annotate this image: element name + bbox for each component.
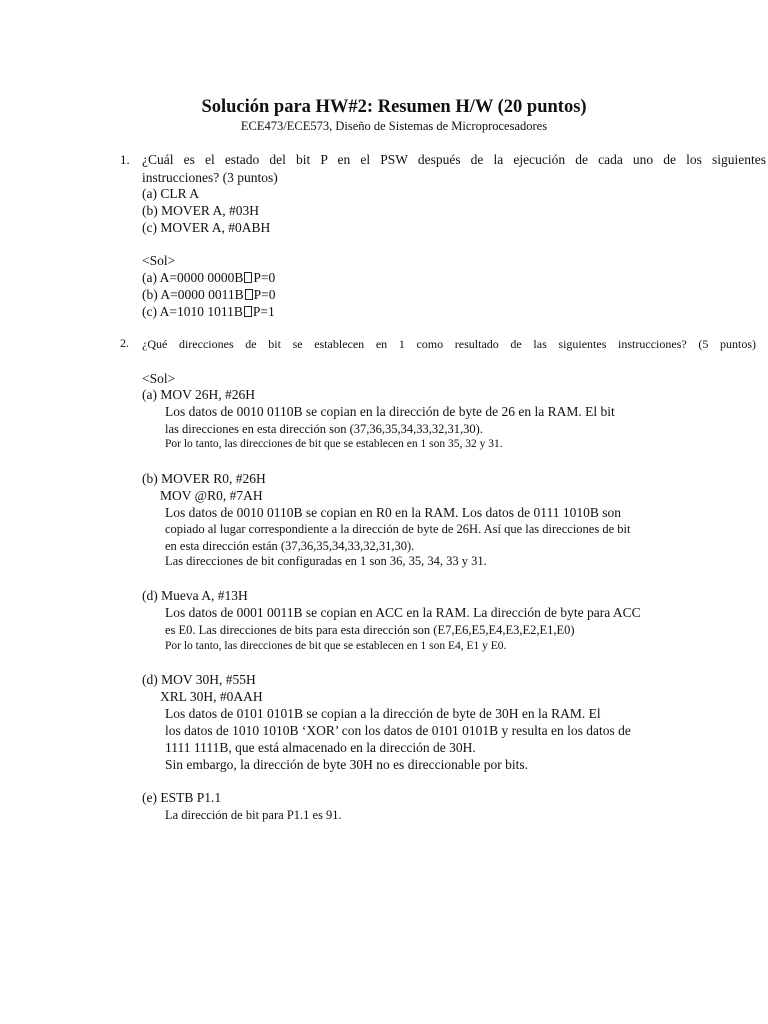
question-2-e-heading: (e) ESTB P1.1: [142, 790, 222, 805]
question-2-b-line1: Los datos de 0010 0110B se copian en R0 en la RAM. Los datos de 0111 1010B son: [165, 505, 621, 520]
question-2-number: 2.: [120, 336, 129, 350]
question-2-c-line2: es E0. Las direcciones de bits para esta dirección son (E7,E6,E5,E4,E3,E2,E1,E0): [165, 623, 575, 637]
question-2-a-line3: Por lo tanto, las direcciones de bit que se establecen en 1 son 35, 32 y 31.: [165, 438, 503, 450]
document-subtitle: ECE473/ECE573, Diseño de Sistemas de Microprocesadores: [240, 119, 548, 133]
question-1-number: 1.: [120, 152, 130, 167]
question-2-d-heading: (d) MOV 30H, #55H: [142, 672, 256, 687]
question-2-d-line2: los datos de 1010 1010B ‘XOR’ con los datos de 0101 0101B y resulta en los datos de: [165, 723, 631, 738]
question-2-b-heading: (b) MOVER R0, #26H: [142, 471, 266, 486]
question-1-sol-a-left: (a) A=0000 0000B: [142, 270, 244, 285]
question-2-c-line1: Los datos de 0001 0011B se copian en ACC en la RAM. La dirección de byte para ACC: [165, 605, 641, 620]
question-2-c-heading: (d) Mueva A, #13H: [142, 588, 248, 603]
question-1-sol-b-right: P=0: [253, 287, 276, 302]
implies-arrow-icon: [244, 306, 252, 317]
question-2-sol-label: <Sol>: [142, 371, 176, 386]
question-2-d-line1: Los datos de 0101 0101B se copian a la dirección de byte de 30H en la RAM. El: [165, 706, 601, 721]
question-2-a-heading: (a) MOV 26H, #26H: [142, 387, 255, 402]
question-1-sol-a-right: P=0: [253, 270, 276, 285]
question-1-sol-label: <Sol>: [142, 253, 176, 268]
question-2-e-line1: La dirección de bit para P1.1 es 91.: [165, 808, 342, 822]
question-2-text: ¿Qué direcciones de bit se establecen en 1 como resultado de las siguientes instrucciones? (5 puntos): [142, 337, 756, 351]
implies-arrow-icon: [245, 289, 253, 300]
question-1-option-b: (b) MOVER A, #03H: [142, 203, 259, 218]
question-2-d-line3: 1111 1111B, que está almacenado en la dirección de 30H.: [165, 740, 476, 755]
question-2-a-line1: Los datos de 0010 0110B se copian en la dirección de byte de 26 en la RAM. El bit: [165, 404, 615, 419]
question-2-d-line4: Sin embargo, la dirección de byte 30H no es direccionable por bits.: [165, 757, 529, 772]
question-2-b-line4: Las direcciones de bit configuradas en 1 son 36, 35, 34, 33 y 31.: [165, 554, 487, 568]
question-2-c-line3: Por lo tanto, las direcciones de bit que se establecen en 1 son E4, E1 y E0.: [165, 640, 507, 652]
question-2-d-heading2: XRL 30H, #0AAH: [160, 689, 263, 704]
question-2-a-line2: las direcciones en esta dirección son (37,36,35,34,33,32,31,30).: [165, 422, 483, 436]
question-1-sol-a: [142, 269, 275, 287]
document-title: Solución para HW#2: Resumen H/W (20 puntos): [201, 97, 587, 117]
question-1-sol-c-right: P=1: [252, 304, 275, 319]
question-1-text-line1: ¿Cuál es el estado del bit P en el PSW después de la ejecución de cada uno de los siguientes: [142, 152, 766, 167]
question-1-sol-b-left: (b) A=0000 0011B: [142, 287, 244, 302]
implies-arrow-icon: [244, 272, 252, 283]
question-1-text-line2: instrucciones? (3 puntos): [142, 170, 278, 185]
question-1-sol-b: [142, 286, 276, 304]
question-1-option-c: (c) MOVER A, #0ABH: [142, 220, 271, 235]
question-2-b-heading2: MOV @R0, #7AH: [160, 488, 263, 503]
question-1-option-a: (a) CLR A: [142, 186, 199, 201]
question-1-sol-c-left: (c) A=1010 1011B: [142, 304, 243, 319]
question-2-b-line3: en esta dirección están (37,36,35,34,33,32,31,30).: [165, 539, 415, 553]
question-2-b-line2: copiado al lugar correspondiente a la dirección de byte de 26H. Así que las direcciones de bit: [165, 522, 631, 536]
question-1-sol-c: [142, 303, 275, 321]
